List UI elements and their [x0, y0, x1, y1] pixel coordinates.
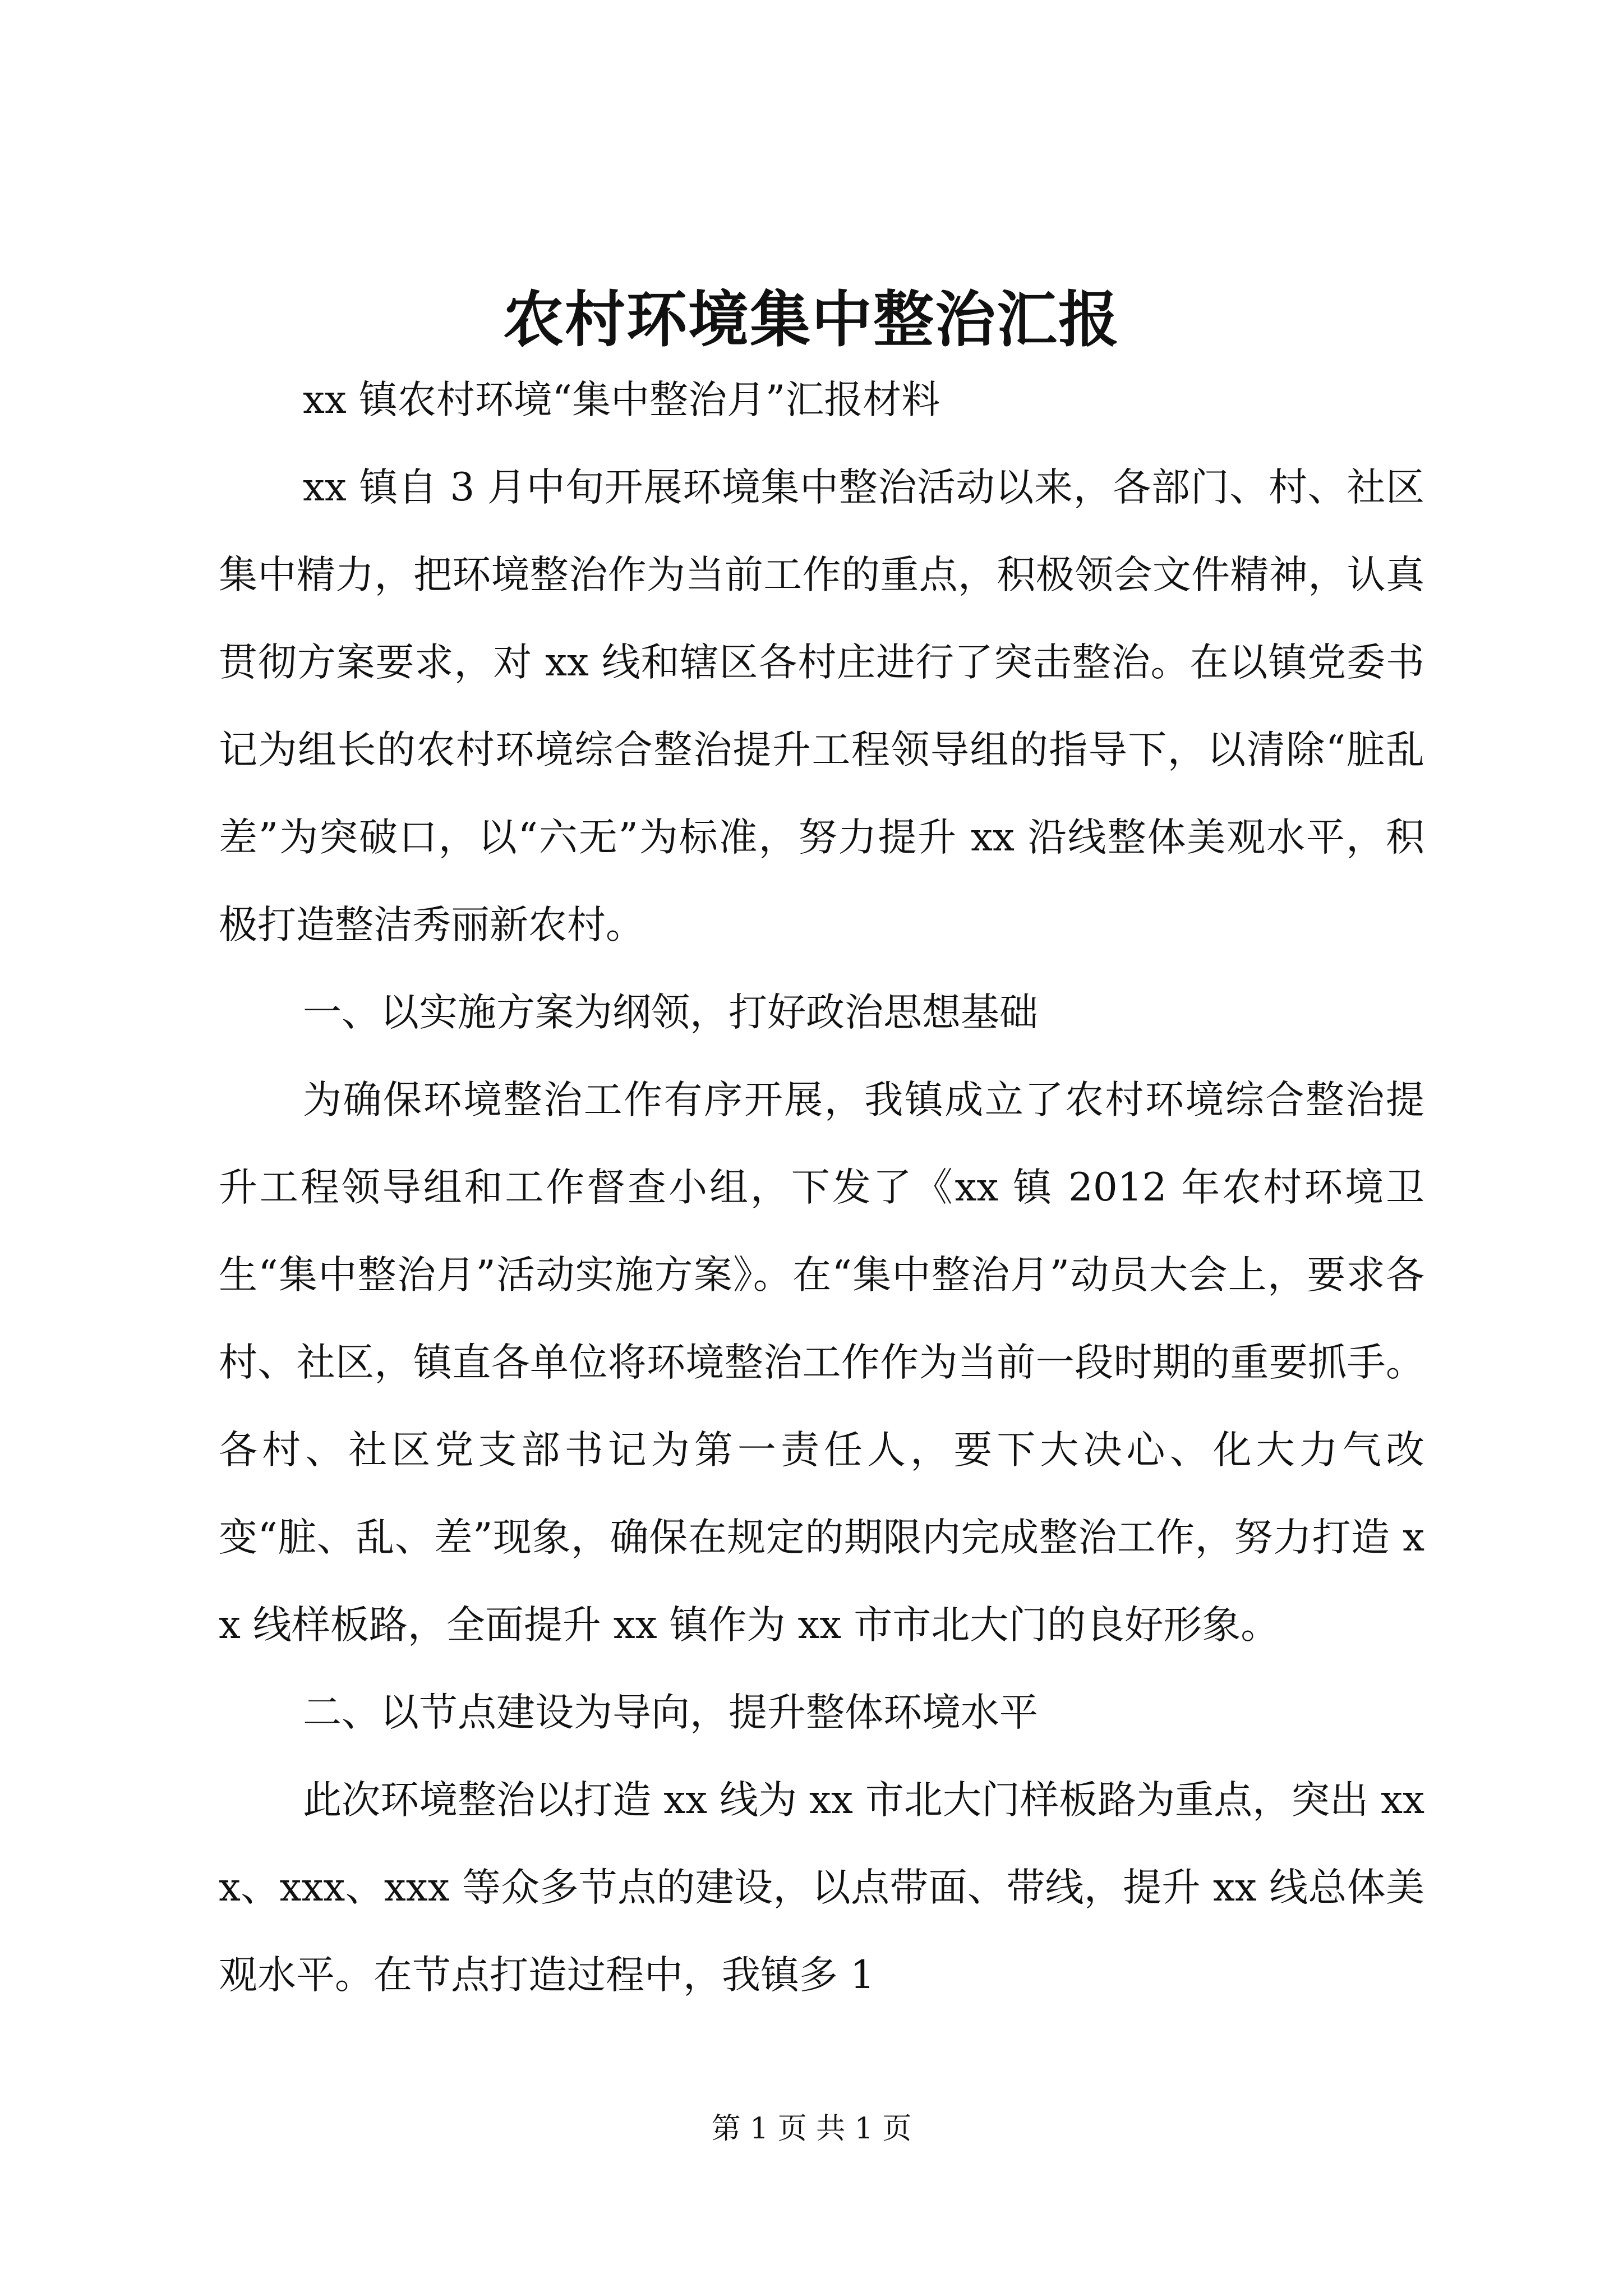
subtitle-paragraph: xx 镇农村环境“集中整治月”汇报材料 — [303, 378, 940, 422]
page-footer: 第 1 页 共 1 页 — [711, 2112, 912, 2146]
intro-paragraph: xx 镇自 3 月中旬开展环境集中整治活动以来，各部门、村、社区集中精力，把环境整治作为当前工作的重点，积极领会文件精神，认真贯彻方案要求，对 xx 线和辖区各村庄进行了突击整治。在以镇党委书记为组长的农村环境综合整治提升工程领导组的指导下，以清除“脏乱差”为突破口，以“六无”为标准，努力提升 xx 沿线整体美观水平，积极打造整洁秀丽新农村。 — [219, 465, 1424, 947]
section-heading-2: 二、以节点建设为导向，提升整体环境水平 — [303, 1690, 1038, 1735]
section-heading-1: 一、以实施方案为纲领，打好政治思想基础 — [303, 990, 1038, 1035]
document-body — [219, 356, 1424, 2019]
document-title: 农村环境集中整治汇报 — [502, 284, 1120, 355]
section-2-paragraph: 此次环境整治以打造 xx 线为 xx 市北大门样板路为重点，突出 xxx、xxx、xxx 等众多节点的建设，以点带面、带线，提升 xx 线总体美观水平。在节点打造过程中，我镇多 1 — [219, 1778, 1424, 1998]
section-1-paragraph: 为确保环境整治工作有序开展，我镇成立了农村环境综合整治提升工程领导组和工作督查小组，下发了《xx 镇 2012 年农村环境卫生“集中整治月”活动实施方案》。在“集中整治月”动员大会上，要求各村、社区，镇直各单位将环境整治工作作为当前一段时期的重要抓手。各村、社区党支部书记为第一责任人，要下大决心、化大力气改变“脏、乱、差”现象，确保在规定的期限内完成整治工作，努力打造 xx 线样板路，全面提升 xx 镇作为 xx 市市北大门的良好形象。 — [219, 1078, 1424, 1648]
